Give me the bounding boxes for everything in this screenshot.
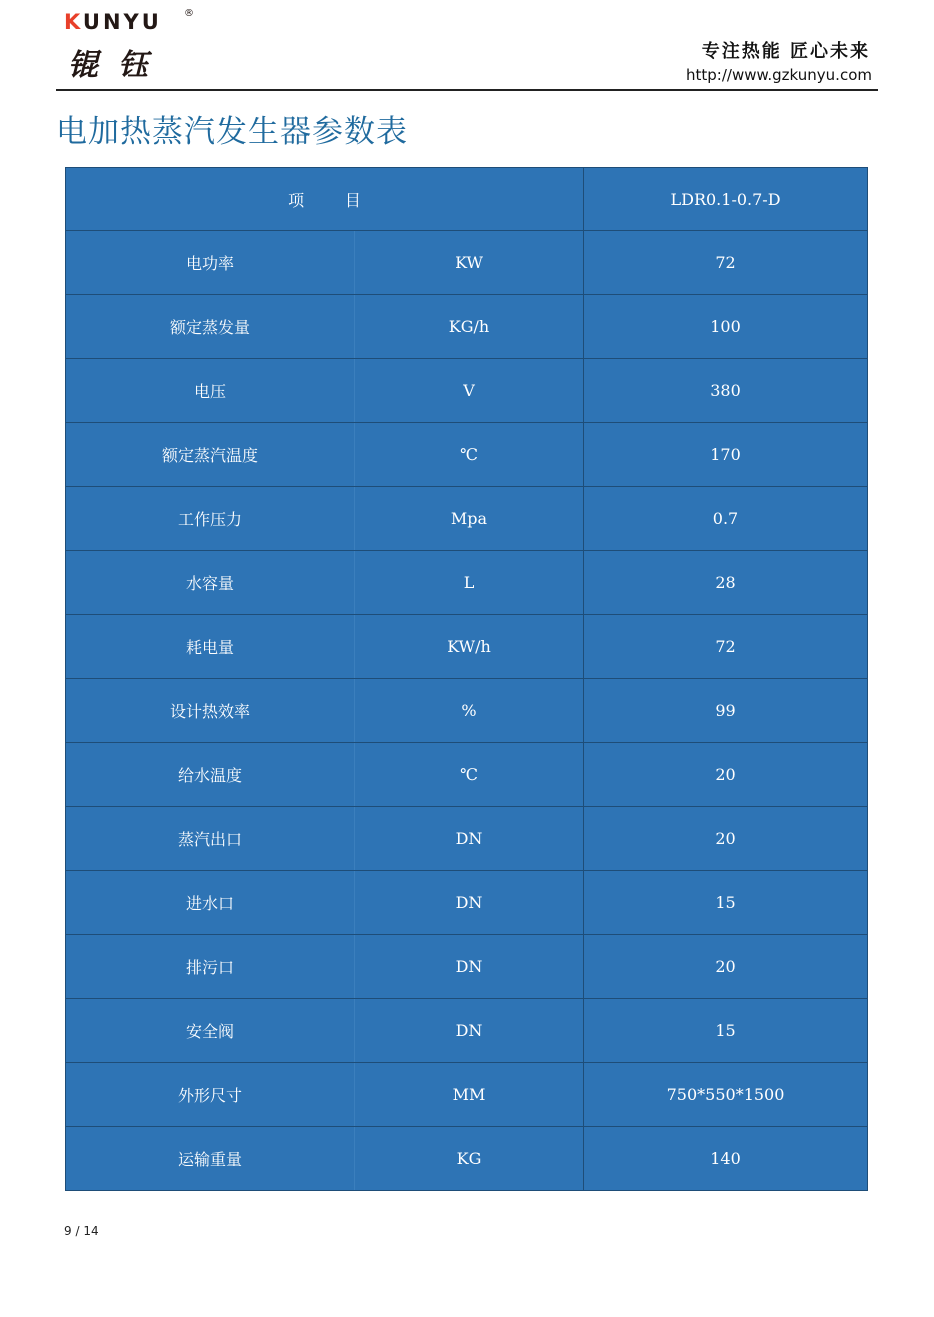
param-name-cell: 电压 — [66, 359, 355, 423]
page-separator: / — [75, 1224, 80, 1238]
table-row — [66, 999, 868, 1063]
param-unit-cell: KG — [355, 1127, 584, 1191]
param-unit-cell: MM — [355, 1063, 584, 1127]
table-row — [66, 1063, 868, 1127]
website-link[interactable]: http://www.gzkunyu.com — [686, 66, 872, 84]
param-name-cell: 额定蒸发量 — [66, 295, 355, 359]
param-value-cell: 20 — [584, 935, 868, 999]
param-unit-cell: ℃ — [355, 423, 584, 487]
table-row — [66, 551, 868, 615]
table-row — [66, 743, 868, 807]
registered-mark: ® — [184, 8, 194, 19]
param-value-cell: 28 — [584, 551, 868, 615]
table-row — [66, 295, 868, 359]
table-row — [66, 871, 868, 935]
logo-english: KUNYU — [64, 10, 162, 34]
page-total: 14 — [83, 1224, 99, 1238]
param-unit-cell: DN — [355, 807, 584, 871]
page-number — [64, 1224, 99, 1238]
table-header-row — [66, 168, 868, 231]
param-value-cell: 20 — [584, 807, 868, 871]
param-unit-cell: KG/h — [355, 295, 584, 359]
param-name-cell: 排污口 — [66, 935, 355, 999]
slogan: 专注热能 匠心未来 — [701, 41, 870, 62]
table-row — [66, 935, 868, 999]
param-value-cell: 20 — [584, 743, 868, 807]
param-value-cell: 72 — [584, 615, 868, 679]
logo-chinese: 锟钰 — [68, 48, 168, 83]
page-current: 9 — [64, 1224, 72, 1238]
param-name-cell: 额定蒸汽温度 — [66, 423, 355, 487]
table-row — [66, 1127, 868, 1191]
header-item-cell: 项 目 — [66, 168, 584, 231]
param-name-cell: 耗电量 — [66, 615, 355, 679]
param-value-cell: 99 — [584, 679, 868, 743]
table-row — [66, 359, 868, 423]
param-value-cell: 15 — [584, 871, 868, 935]
table-row — [66, 807, 868, 871]
table-row — [66, 679, 868, 743]
param-value-cell: 140 — [584, 1127, 868, 1191]
param-unit-cell: L — [355, 551, 584, 615]
spec-table — [65, 167, 868, 1191]
param-name-cell: 工作压力 — [66, 487, 355, 551]
param-unit-cell: % — [355, 679, 584, 743]
spec-table-body — [66, 168, 868, 1191]
param-unit-cell: Mpa — [355, 487, 584, 551]
header-divider — [56, 89, 878, 91]
param-name-cell: 蒸汽出口 — [66, 807, 355, 871]
param-unit-cell: KW/h — [355, 615, 584, 679]
table-row — [66, 423, 868, 487]
param-name-cell: 外形尺寸 — [66, 1063, 355, 1127]
param-value-cell: 380 — [584, 359, 868, 423]
param-name-cell: 设计热效率 — [66, 679, 355, 743]
param-name-cell: 电功率 — [66, 231, 355, 295]
param-value-cell: 72 — [584, 231, 868, 295]
param-name-cell: 进水口 — [66, 871, 355, 935]
param-value-cell: 15 — [584, 999, 868, 1063]
header-model-cell: LDR0.1-0.7-D — [584, 168, 868, 231]
table-row — [66, 231, 868, 295]
param-name-cell: 水容量 — [66, 551, 355, 615]
param-unit-cell: ℃ — [355, 743, 584, 807]
param-name-cell: 给水温度 — [66, 743, 355, 807]
param-name-cell: 安全阀 — [66, 999, 355, 1063]
document-title: 电加热蒸汽发生器参数表 — [56, 114, 408, 150]
param-value-cell: 750*550*1500 — [584, 1063, 868, 1127]
param-value-cell: 100 — [584, 295, 868, 359]
param-unit-cell: DN — [355, 871, 584, 935]
param-value-cell: 170 — [584, 423, 868, 487]
param-unit-cell: KW — [355, 231, 584, 295]
param-unit-cell: DN — [355, 999, 584, 1063]
table-row — [66, 615, 868, 679]
param-name-cell: 运输重量 — [66, 1127, 355, 1191]
param-value-cell: 0.7 — [584, 487, 868, 551]
param-unit-cell: DN — [355, 935, 584, 999]
table-row — [66, 487, 868, 551]
param-unit-cell: V — [355, 359, 584, 423]
